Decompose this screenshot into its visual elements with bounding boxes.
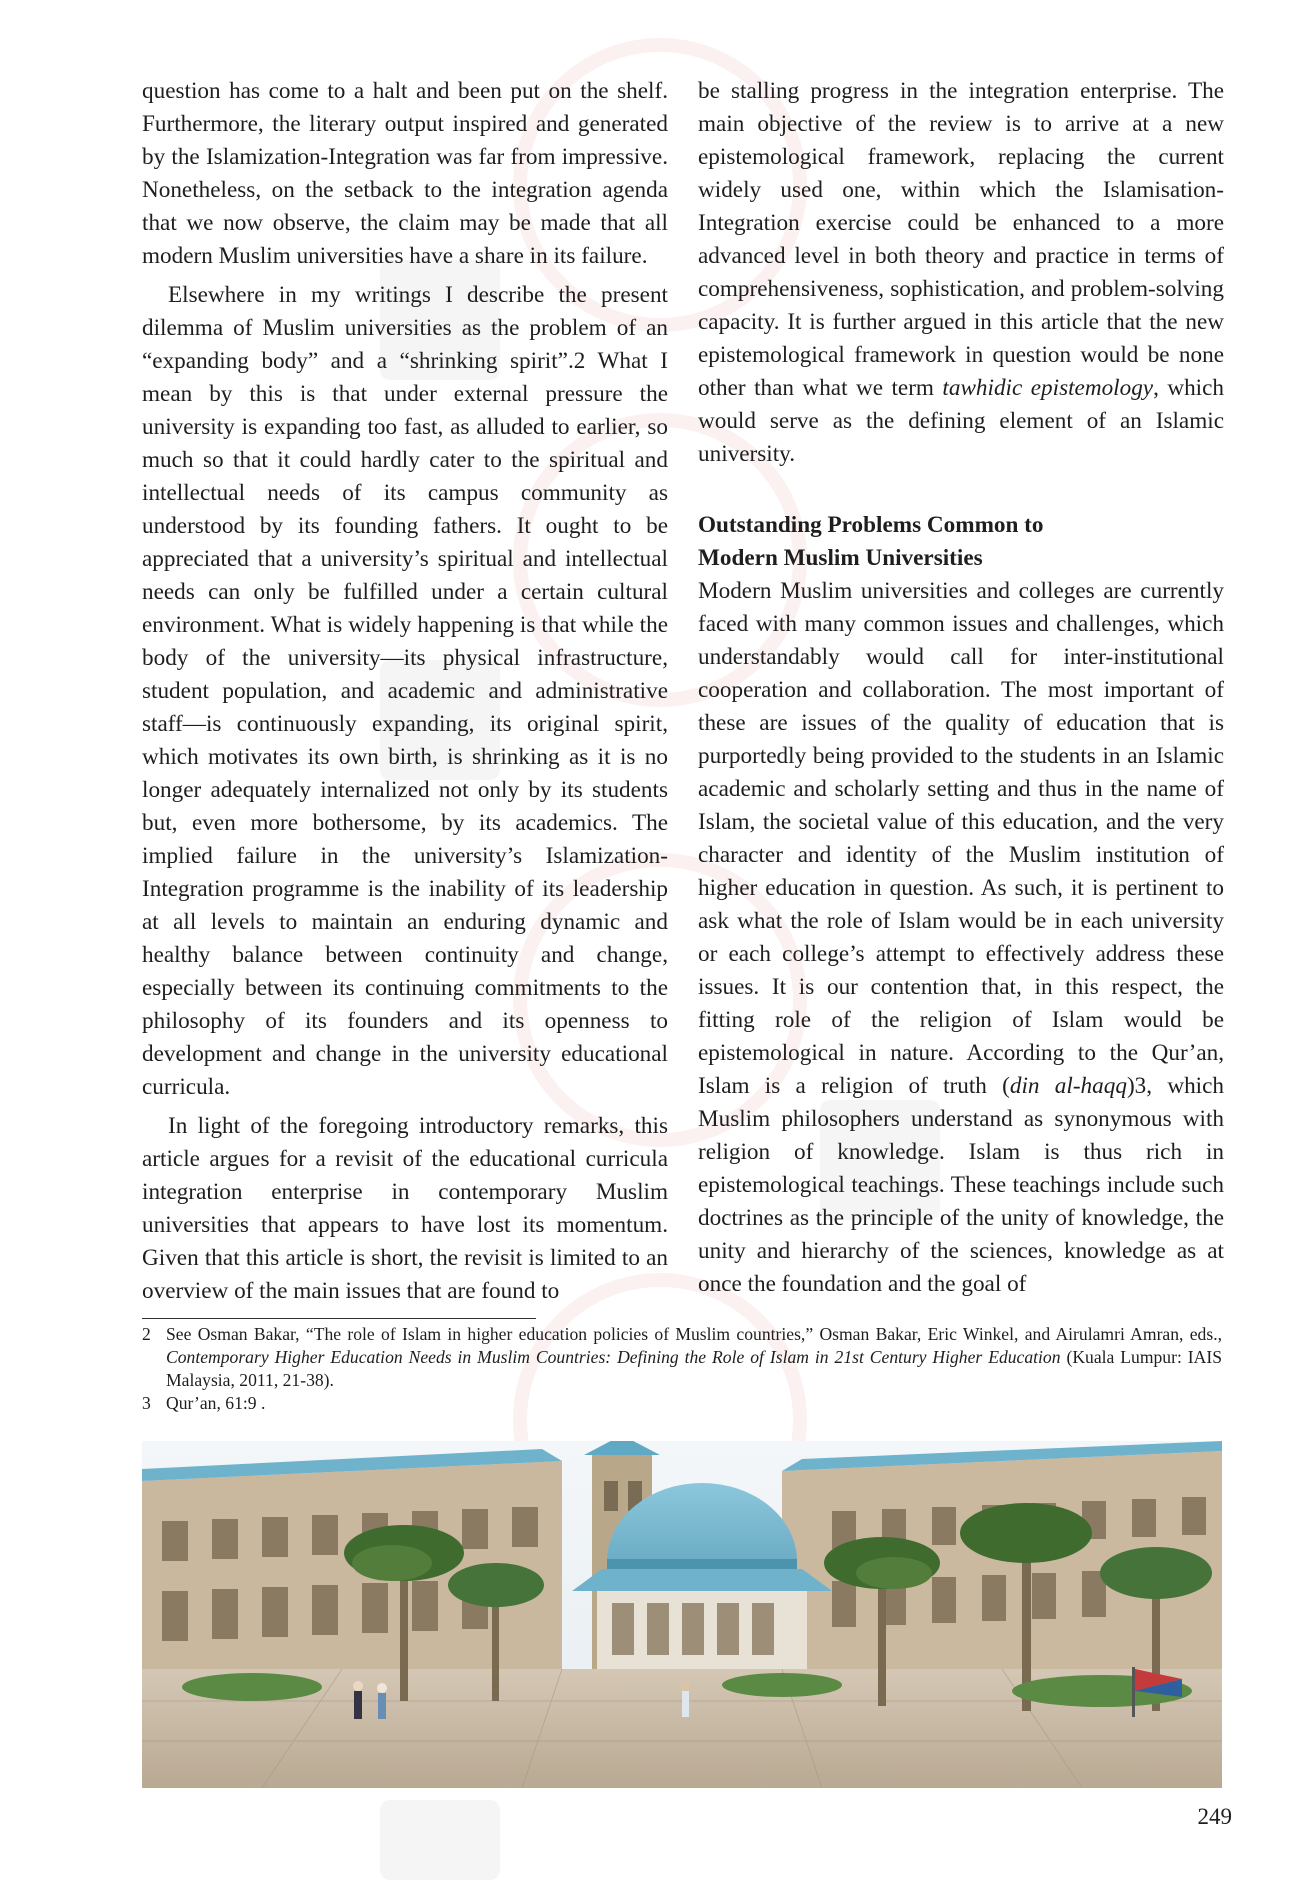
footnote-number: 2 bbox=[142, 1324, 151, 1344]
right-paragraph-1-italic-term: tawhidic epistemology bbox=[942, 375, 1154, 401]
section-heading-line-1: Outstanding Problems Common to bbox=[698, 512, 1044, 538]
section-heading bbox=[698, 509, 1224, 575]
footnote-3 bbox=[142, 1392, 1222, 1415]
footnotes bbox=[142, 1323, 1222, 1415]
right-paragraph-1-text-a: be stalling progress in the integration enterprise. The main objective of the review is to arrive at a new epistemological framework, replacing the current widely used one, within which the Islamisation-Integration exercise could be enhanced to a more advanced level in both theory and practice in terms of comprehensiveness, sophistication, and problem-solving capacity. It is further argued in this article that the new epistemological framework in question would be none other than what we term bbox=[698, 78, 1224, 401]
footnote-text bbox=[166, 1323, 1222, 1392]
right-paragraph-1 bbox=[698, 75, 1224, 471]
right-paragraph-2-text-b: )3, which Muslim philosophers understand as synonymous with religion of knowledge. Islam is thus rich in epistemological teachings. These teachings include such doctrines as the principle of the unity of knowledge, the unity and hierarchy of the sciences, knowledge as at once the foundation and the goal of bbox=[698, 1073, 1224, 1297]
right-column bbox=[698, 75, 1224, 1301]
footnote-book-title: Contemporary Higher Education Needs in Muslim Countries: Defining the Role of Islam in 21st Century Higher Education bbox=[166, 1347, 1061, 1367]
footnote-2 bbox=[142, 1323, 1222, 1392]
campus-photo bbox=[142, 1441, 1222, 1788]
right-paragraph-2-italic-term: din al-haqq bbox=[1009, 1073, 1127, 1099]
left-paragraph-1: question has come to a halt and been put on the shelf. Furthermore, the literary output inspired and generated by the Islamization-Integration was far from impressive. Nonetheless, on the setback to the integration agenda that we now observe, the claim may be made that all modern Muslim universities have a share in its failure. bbox=[142, 78, 668, 269]
footnote-divider bbox=[142, 1318, 536, 1319]
right-paragraph-2-text-a: Modern Muslim universities and colleges are currently faced with many common issues and challenges, which understandably would call for inter-institutional cooperation and collaboration. The most important of these are issues of the quality of education that is purportedly being provided to the students in an Islamic academic and scholarly setting and thus in the name of Islam, the societal value of this education, and the very character and identity of the Muslim institution of higher education in question. As such, it is pertinent to ask what the role of Islam would be in each university or each college’s attempt to effectively address these issues. It is our contention that, in this respect, the fitting role of the religion of Islam would be epistemological in nature. According to the Qur’an, Islam is a religion of truth ( bbox=[698, 578, 1224, 1099]
right-paragraph-2 bbox=[698, 575, 1224, 1301]
page-number: 249 bbox=[1197, 1804, 1232, 1829]
footnote-text-a: See Osman Bakar, “The role of Islam in higher education policies of Muslim countries,” Osman Bakar, Eric Winkel, and Airulamri Amran, eds., bbox=[166, 1324, 1222, 1344]
footnote-text: Qur’an, 61:9 . bbox=[166, 1393, 266, 1413]
right-paragraph-1-text-b: , which would serve as the defining element of an Islamic university. bbox=[698, 375, 1225, 467]
section-heading-line-2: Modern Muslim Universities bbox=[698, 545, 983, 571]
campus-illustration bbox=[142, 1441, 1222, 1788]
left-paragraph-3: In light of the foregoing introductory remarks, this article argues for a revisit of the educational curricula integration enterprise in contemporary Muslim universities that appears to have lost its momentum. Given that this article is short, the revisit is limited to an overview of the main issues that are found to bbox=[142, 1113, 668, 1304]
footnote-text-b: (Kuala Lumpur: IAIS Malaysia, 2011, 21-38). bbox=[166, 1347, 1223, 1390]
left-paragraph-2: Elsewhere in my writings I describe the present dilemma of Muslim universities as the problem of an “expanding body” and a “shrinking spirit”.2 What I mean by this is that under external pressure the university is expanding too fast, as alluded to earlier, so much so that it could hardly cater to the spiritual and intellectual needs of its campus community as understood by its founding fathers. It ought to be appreciated that a university’s spiritual and intellectual needs can only be fulfilled under a certain cultural environment. What is widely happening is that while the body of the university—its physical infrastructure, student population, and academic and administrative staff—is continuously expanding, its original spirit, which motivates its own birth, is shrinking as it is no longer adequately internalized not only by its students but, even more bothersome, by its academics. The implied failure in the university’s Islamization-Integration programme is the inability of its leadership at all levels to maintain an enduring dynamic and healthy balance between continuity and change, especially between its continuing commitments to the philosophy of its founders and its openness to development and change in the university educational curricula. bbox=[142, 282, 668, 1100]
footnote-number: 3 bbox=[142, 1393, 151, 1413]
left-column bbox=[142, 75, 668, 1308]
